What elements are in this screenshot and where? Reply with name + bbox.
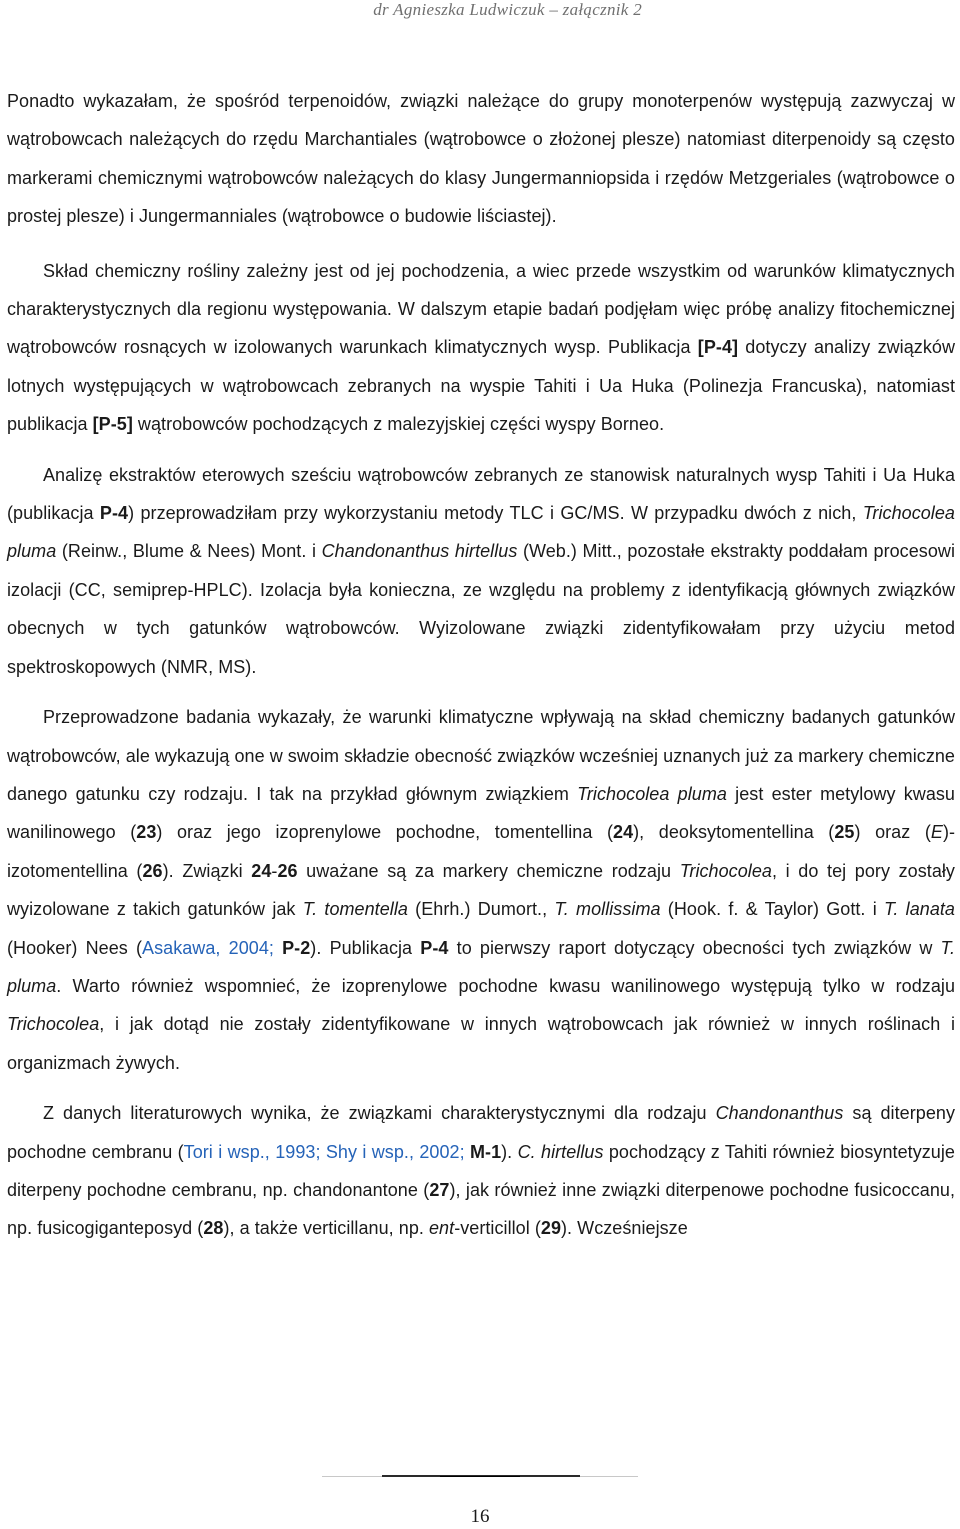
paragraph-chemical-composition [7, 252, 955, 444]
genus-name: Trichocolea [679, 860, 772, 881]
paragraph-text: (Hook. f. & Taylor) Gott. i [660, 899, 884, 920]
paragraph-text: (Reinw., Blume & Nees) Mont. i [56, 541, 322, 562]
paragraph-text: ) oraz jego izoprenylowe pochodne, tomentellina ( [156, 822, 614, 843]
stereo-descriptor: E [930, 822, 943, 843]
paragraph-extract-analysis [7, 456, 955, 686]
compound-number: 24 [251, 860, 272, 881]
publication-ref-m1: M-1 [469, 1141, 502, 1162]
paragraph-text [274, 938, 282, 958]
compound-number: 29 [540, 1218, 562, 1239]
paragraph-text: pochodzący z Tahiti również biosyntetyzuje diterpeny pochodne cembranu, np. chandonantone ( [7, 1141, 955, 1200]
paragraph-text: , i jak dotąd nie zostały zidentyfikowane w innych wątrobowcach jak również w innych roślinach i organizmach żywych. [7, 1014, 955, 1073]
species-name: T. pluma [7, 937, 955, 996]
paragraph-text: Skład chemiczny rośliny zależny jest od jej pochodzenia, a wiec przede wszystkim od warunków klimatycznych charakterystycznych dla regionu występowania. W dalszym etapie badań podjęłam więc próbę analizy fitochemicznej wątrobowców rosnących w izolowanych warunkach klimatycznych wysp. Publikacja [7, 260, 955, 358]
paragraph-text: uważane są za markery chemiczne rodzaju [297, 860, 680, 881]
paragraph-text: są diterpeny pochodne cembranu ( [7, 1103, 955, 1162]
page-number: 16 [470, 1506, 490, 1527]
paragraph-text: wątrobowców pochodzących z malezyjskiej części wyspy Borneo. [132, 414, 665, 435]
compound-number: 23 [136, 822, 157, 843]
paragraph-text: ) przeprowadziłam przy wykorzystaniu metody TLC i GC/MS. W przypadku dwóch z nich, [128, 503, 863, 524]
stereo-prefix: ent [429, 1218, 455, 1239]
compound-number: 26 [277, 860, 298, 881]
publication-ref-p4: P-4 [420, 937, 449, 958]
paragraph-text: -verticillol ( [454, 1218, 541, 1239]
paragraph-terpenoids [7, 82, 955, 236]
paragraph-text: dotyczy analizy związków lotnych występujących w wątrobowcach zebranych na wyspie Tahiti i Ua Huka (Polinezja Francuska), natomiast publikacja [7, 337, 955, 435]
paragraph-text: ). [501, 1141, 518, 1162]
paragraph-text: (Ehrh.) Dumort., [407, 899, 555, 920]
paragraph-text: jest ester metylowy kwasu wanilinowego ( [7, 783, 955, 843]
publication-ref-p5: [P-5] [92, 414, 133, 435]
paragraph-text: , i do tej pory zostały wyizolowane z takich gatunków jak [7, 860, 955, 920]
publication-ref-p4: P-4 [99, 503, 129, 524]
compound-number: 27 [429, 1179, 450, 1200]
species-name: T. mollissima [554, 899, 661, 920]
species-name: Trichocolea pluma [577, 783, 727, 804]
paragraph-text: Z danych literaturowych wynika, że związkami charakterystycznymi dla rodzaju [43, 1103, 716, 1124]
species-name: Trichocolea pluma [7, 503, 955, 562]
citation-link-tori-shy[interactable]: Tori i wsp., 1993; Shy i wsp., 2002; [183, 1141, 465, 1162]
paragraph-text: to pierwszy raport dotyczący obecności tych związków w [448, 937, 941, 958]
paragraph-text: - [271, 860, 278, 881]
paragraph-text: . Warto również wspomnieć, że izoprenylowe pochodne kwasu wanilinowego występują tylko w rodzaju [56, 975, 955, 996]
paragraph-research-results [7, 698, 955, 1082]
publication-ref-p2: P-2 [282, 937, 311, 958]
paragraph-text: (Hooker) Nees ( [7, 937, 143, 958]
paragraph-text: ). Publikacja [310, 937, 421, 958]
document-body [7, 82, 955, 1248]
paragraph-text: Analizę ekstraktów eterowych sześciu wątrobowców zebranych ze stanowisk naturalnych wysp Tahiti i Ua Huka (publikacja [7, 464, 955, 524]
paragraph-text: (Web.) Mitt., pozostałe ekstrakty poddałam procesowi izolacji (CC, semiprep-HPLC). Izolacja była konieczna, ze względu na problemy z identyfikacją głównych związków obecnych w tych gatunków wątrobowców. Wyizolowane związki zidentyfikowałam przy użyciu metod spektroskopowych (NMR, MS). [7, 541, 955, 677]
citation-link-asakawa[interactable]: Asakawa, 2004; [142, 937, 274, 958]
species-name: Chandonanthus hirtellus [321, 541, 518, 562]
paragraph-text: ) oraz ( [854, 822, 931, 843]
species-name: T. lanata [883, 899, 955, 920]
paragraph-text: )-izotomentellina ( [7, 822, 956, 881]
running-header: dr Agnieszka Ludwiczuk – załącznik 2 [373, 0, 642, 19]
species-name: T. tomentella [302, 899, 408, 920]
paragraph-text: ), a także verticillanu, np. [223, 1218, 429, 1239]
paragraph-text: Przeprowadzone badania wykazały, że warunki klimatyczne wpływają na skład chemiczny badanych gatunków wątrobowców, ale wykazują one w swoim składzie obecność związków wcześniej uznanych już za markery chemiczne danego gatunku czy rodzaju. I tak na przykład głównym związkiem [7, 707, 955, 804]
paragraph-text: Ponadto wykazałam, że spośród terpenoidów, związki należące do grupy monoterpenów występują zazwyczaj w wątrobowcach należących do rzędu Marchantiales (wątrobowce o złożonej plesze) natomiast diterpenoidy są często markerami chemicznymi wątrobowców należących do klasy Jungermanniopsida i rzędów Metzgeriales (wątrobowce o prostej plesze) i Jungermanniales (wątrobowce o budowie liściastej). [7, 91, 955, 227]
genus-name: Chandonanthus [715, 1103, 844, 1124]
footer-divider-center [440, 1476, 520, 1477]
paragraph-text: ), jak również inne związki diterpenowe pochodne fusicoccanu, np. fusicogiganteposyd ( [7, 1179, 955, 1239]
paragraph-literature-data [7, 1094, 955, 1248]
genus-name: Trichocolea [7, 1014, 100, 1035]
compound-number: 28 [203, 1218, 224, 1239]
species-name: C. hirtellus [517, 1141, 604, 1162]
publication-ref-p4: [P-4] [697, 337, 739, 358]
compound-number: 26 [142, 860, 163, 881]
compound-number: 25 [834, 822, 855, 843]
paragraph-text: ). Wcześniejsze [561, 1218, 688, 1239]
paragraph-text: ), deoksytomentellina ( [633, 822, 835, 843]
paragraph-text: ). Związki [162, 860, 252, 881]
compound-number: 24 [613, 822, 634, 843]
